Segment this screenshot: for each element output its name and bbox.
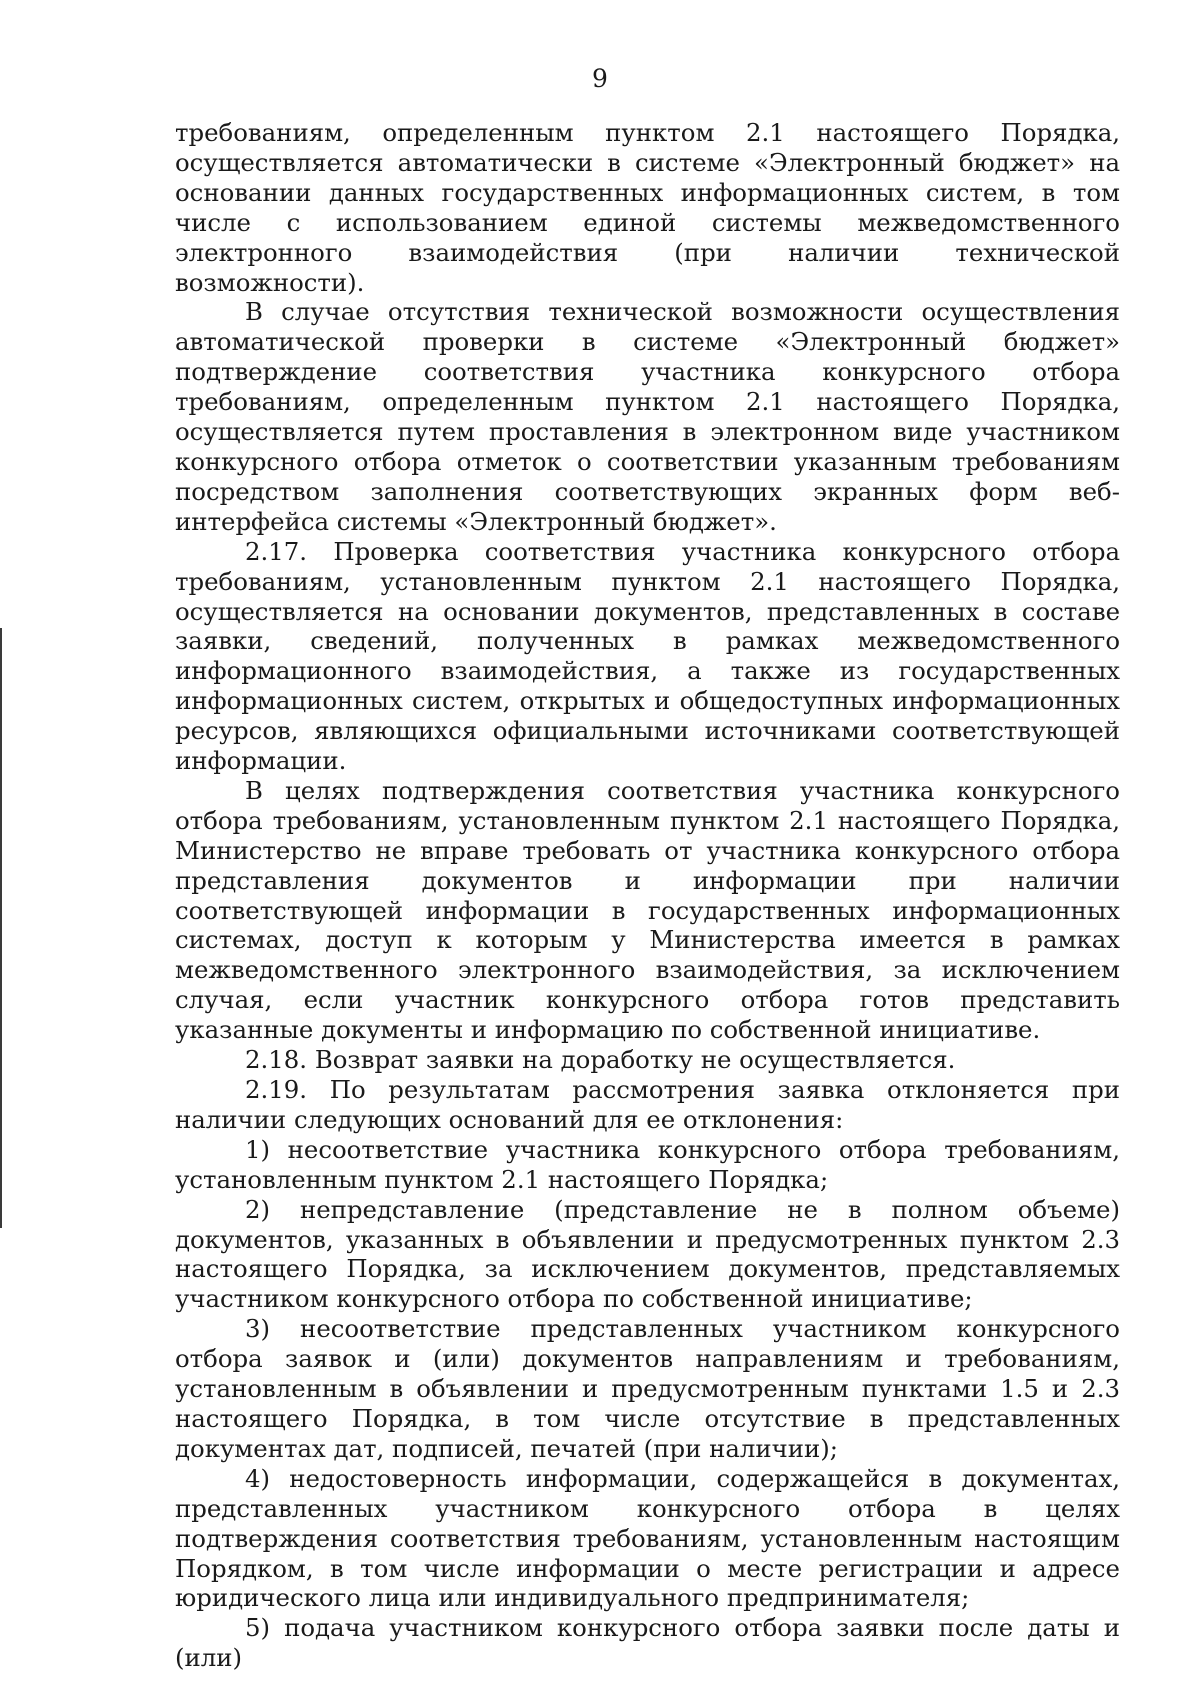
paragraph-confirmation-goals: В целях подтверждения соответствия участника конкурсного отбора требованиям, установленным пунктом 2.1 настоящего Порядка, Министерство не вправе требовать от участника конкурсного отбора представления документов и информации при наличии соответствующей информации в государственных информационных системах, доступ к которым у Министерства имеется в рамках межведомственного электронного взаимодействия, за исключением случая, если участник конкурсного отбора готов представить указанные документы и информацию по собственной инициативе. bbox=[175, 775, 1120, 1045]
paragraph-2-18: 2.18. Возврат заявки на доработку не осуществляется. bbox=[245, 1045, 956, 1075]
list-item-4: 4) недостоверность информации, содержащейся в документах, представленных участником конкурсного отбора в целях подтверждения соответствия требованиям, установленным настоящим Порядком, в том числе информации о месте регистрации и адресе юридического лица или индивидуального предпринимателя; bbox=[175, 1463, 1120, 1613]
list-item-1: 1) несоответствие участника конкурсного отбора требованиям, установленным пунктом 2.1 настоящего Порядка; bbox=[175, 1134, 1120, 1194]
document-body bbox=[175, 118, 1120, 1673]
paragraph-2-17: 2.17. Проверка соответствия участника конкурсного отбора требованиям, установленным пунктом 2.1 настоящего Порядка, осуществляется на основании документов, представленных в составе заявки, сведений, полученных в рамках межведомственного информационного взаимодействия, а также из государственных информационных систем, открытых и общедоступных информационных ресурсов, являющихся официальными источниками соответствующей информации. bbox=[175, 536, 1120, 776]
scan-edge-line bbox=[0, 628, 2, 1228]
paragraph-2-19: 2.19. По результатам рассмотрения заявка отклоняется при наличии следующих оснований для ее отклонения: bbox=[175, 1075, 1120, 1134]
paragraph-continuation: требованиям, определенным пунктом 2.1 настоящего Порядка, осуществляется автоматически в системе «Электронный бюджет» на основании данных государственных информационных систем, в том числе с использованием единой системы межведомственного электронного взаимодействия (при наличии технической возможности). bbox=[175, 118, 1120, 297]
list-item-3: 3) несоответствие представленных участником конкурсного отбора заявок и (или) документов направлениям и требованиям, установленным в объявлении и предусмотренным пунктами 1.5 и 2.3 настоящего Порядка, в том числе отсутствие в представленных документах дат, подписей, печатей (при наличии); bbox=[175, 1314, 1120, 1463]
page-number: 9 bbox=[592, 64, 608, 93]
paragraph-no-technical-capability: В случае отсутствия технической возможности осуществления автоматической проверки в системе «Электронный бюджет» подтверждение соответствия участника конкурсного отбора требованиям, определенным пунктом 2.1 настоящего Порядка, осуществляется путем проставления в электронном виде участником конкурсного отбора отметок о соответствии указанным требованиям посредством заполнения соответствующих экранных форм веб-интерфейса системы «Электронный бюджет». bbox=[175, 297, 1120, 536]
list-item-5: 5) подача участником конкурсного отбора заявки после даты и (или) bbox=[175, 1613, 1120, 1673]
list-item-2: 2) непредставление (представление не в полном объеме) документов, указанных в объявлении и предусмотренных пунктом 2.3 настоящего Порядка, за исключением документов, представляемых участником конкурсного отбора по собственной инициативе; bbox=[175, 1194, 1120, 1314]
